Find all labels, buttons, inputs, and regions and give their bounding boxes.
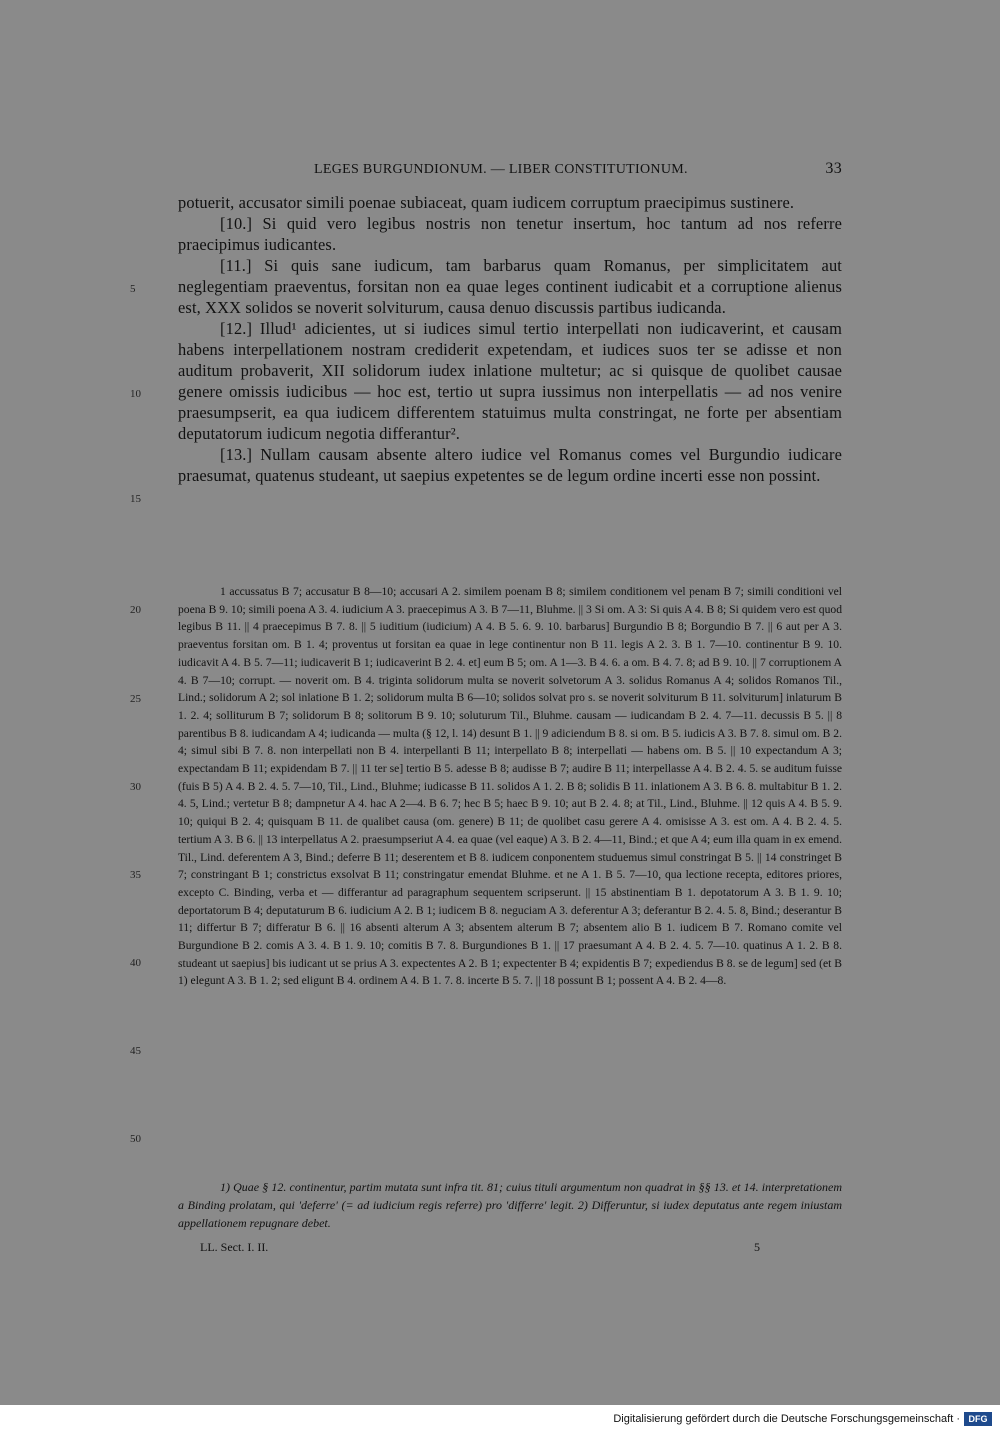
paragraph-11: [11.] Si quis sane iudicum, tam barbarus quam Romanus, per simplicitatem aut neglegentiam praeventus, forsitan non ea quae leges continent iudicabit et a corruptione alienus est, XXX solidos se noverit solviturum, causa denuo discussis partibus iudicanda. bbox=[178, 256, 842, 317]
running-title: LEGES BURGUNDIONUM. — LIBER CONSTITUTIONUM. bbox=[314, 162, 688, 177]
running-header bbox=[178, 160, 842, 182]
line-number: 50 bbox=[130, 1133, 141, 1145]
apparatus-text: 1 accussatus B 7; accusatur B 8—10; accusari A 2. similem poenam B 8; similem conditionem vel penam B 7; simili conditioni vel poena B 9. 10; simili poena A 3. 4. iudicium A 3. praecepimus A 3. B 7—11, Bluhme. || 3 Si om. A 3: Si quis A 4. B 8; Si quidem vero est quod legibus B 11. || 4 praecepimus B 7. 8. || 5 iuditium (iudicium) A 4. B 5. 6. 9. 10. barbarus] Burgundio B 8; Borgundio B 7. || 6 aut per A 3. praeventus forsitan om. B 1. 4; proventus ut forsitan ea quae in lege continentur non B 11. legis A 2. 3. B 1. 7—10. continentur B 9. 10. iudicavit A 4. B 5. 7—11; iudicaverit B 1; iudicaverint B 2. 4. et] eum B 5; om. A 1—3. B 4. 6. a om. B 4. 7. 8; ad B 9. 10. || 7 corruptionem A 4. B 7—10; corrupt. — noverit om. B 4. triginta solidorum multa se noverit solvetorum A 3. solidus Romanus A 4; solidos Romanos Til., Lind.; solidorum A 2; sol inlatione B 1. 2; solidorum multa B 6—10; solidos solvat pro s. se noverit solviturum B 11. solviturum] inlaturum B 1. 2. 4; solliturum B 7; solidorum B 8; solitorum B 9. 10; soluturum Til., Bluhme. causam — iudicandam B 2. 4. 7—11. decussis B 5. || 8 parentibus B 8. iudicandam A 4; iudicanda — multa (§ 12, l. 14) desunt B 1. || 9 adiciendum B 8. si om. B 5. iudicis A 3. B 7. 8. simul om. B 2. 4; simul sibi B 7. 8. non interpellati non B 4. interpellanti B 11; interpellato B 8; interpellati — habens om. B 5. || 10 expectandum A 3; expectandam B 11; expidendam B 7. || 11 ter se] tertio B 5. adesse B 8; audisse B 7; audire B 11; interpellasse A 4. B 2. 4. 5. se auditum fuisse (fuis B 5) A 4. B 2. 4. 5. 7—10, Til., Lind., Bluhme; iudicasse B 11. solidos A 1. 2. B 8; solidis B 11. inlationem A 3. B 6. 8. multabitur B 1. 2. 4. 5, Lind.; vertetur B 8; dampnetur A 4. hac A 2—4. B 6. 7; hec B 5; haec B 9. 10; aut B 2. 4. 8; at Til., Lind., Bluhme. || 12 quis A 4. B 5. 9. 10; quiqui B 2. 4; quisquam B 11. de qualibet causa (om. genere) B 11; de quolibet casu gerere A 4. omisisse A 3. est om. A 4. B 2. 4. 5. tertium A 3. B 6. || 13 interpellatus A 2. praesumpseriut A 4. ea quae (vel eaque) A 3. B 2. 4—11, Bind.; et que A 4; eum illa quam in ex emend. Til., Lind. deferentem A 3, Bind.; deferre B 11; deserentem et B 8. iudicem conponentem studuemus simul constringat B 5. || 14 constringet B 7; constringant B 1; constrictus exsolvat B 11; constringatur emendat Bluhme. et ne A 1. B 5. 7—10, qua lectione recepta, editores priores, excepto C. Binding, verba et — differantur ad paragraphum sequentem scripserunt. || 15 abstinentiam B 1. depotatorum A 3. B 1. 9. 10; deportatorum B 4; deputaturum B 6. iudicium A 2. B 1; iudicem B 8. neguciam A 3. deferentur A 3; deferantur B 2. 4. 5. 8, Bind.; deserantur B 11; differtur B 7; differatur B 6. || 16 absenti alterum A 3; absentem alterum B 7; absentem alio B 1. iudicem B 7. Romano comite vel Burgundione B 2. comis A 3. 4. B 1. 9. 10; comitis B 7. 8. Burgundiones B 1. || 17 praesumant A 4. B 2. 4. 5. 7—10. quatinus A 1. 2. B 8. studeant ut saepius] bis iudicant ut se prius A 3. expectentes A 2. B 1; expectenter B 4; expidentis B 7; expediendus B 8. se de legum] sed (et B 1) elegunt A 3. B 1. 2; sed eligunt B 4. ordinem A 4. B 1. 7. 8. incerte B 5. 7. || 18 possunt B 1; possent A 4. B 2. 4—8. bbox=[178, 585, 842, 988]
line-number: 20 bbox=[130, 604, 141, 616]
footnotes bbox=[178, 1178, 842, 1232]
line-number: 10 bbox=[130, 388, 141, 400]
line-number: 35 bbox=[130, 869, 141, 881]
line-number: 5 bbox=[130, 283, 136, 295]
line-number: 45 bbox=[130, 1045, 141, 1057]
funding-text: Digitalisierung gefördert durch die Deutsche Forschungsgemeinschaft · bbox=[613, 1413, 960, 1425]
paragraph-10: [10.] Si quid vero legibus nostris non tenetur insertum, hoc tantum ad nos referre praecipimus iudicantes. bbox=[178, 214, 842, 254]
line-number: 40 bbox=[130, 957, 141, 969]
line-number: 15 bbox=[130, 493, 141, 505]
signature-left: LL. Sect. I. II. bbox=[200, 1240, 269, 1254]
signature-line bbox=[200, 1240, 760, 1258]
paragraph-13: [13.] Nullam causam absente altero iudice vel Romanus comes vel Burgundio iudicare praesumat, quatenus studeant, ut saepius expetentes se de legum ordine incerti esse non possint. bbox=[178, 445, 842, 485]
paragraph-12: [12.] Illud¹ adicientes, ut si iudices simul tertio interpellati non iudicaverint, et causam habens interpellationem nostram crediderit expetendam, et iudices suos ter se adisse et non auditum probaverit, XII solidorum iudex inlatione multetur; ac si quisque de quolibet causae genere omissis iudicibus — hoc est, tertio ut supra iussimus non interpellatis — ad nos venire praesumpserit, ea qua iudicem differentem statuimus multa constringat, ne forte per absentiam deputatorum iudicum negotia differantur². bbox=[178, 319, 842, 443]
funding-banner bbox=[0, 1405, 1000, 1434]
footnote-text: 1) Quae § 12. continentur, partim mutata sunt infra tit. 81; cuius tituli argumentum non quadrat in §§ 13. et 14. interpretationem a Binding prolatam, qui 'deferre' (= ad iudicium regis referre) pro 'differre' legit. 2) Differuntur, si iudex deputatus ante regem iniustam appellationem repugnare debet. bbox=[178, 1180, 842, 1230]
signature-right: 5 bbox=[754, 1240, 760, 1254]
line-number: 30 bbox=[130, 781, 141, 793]
page-number: 33 bbox=[825, 160, 842, 177]
dfg-logo-icon: DFG bbox=[964, 1412, 992, 1426]
main-text bbox=[178, 192, 842, 486]
line-number: 25 bbox=[130, 693, 141, 705]
critical-apparatus bbox=[178, 583, 842, 990]
paragraph-continuation: potuerit, accusator simili poenae subiaceat, quam iudicem corruptum praecipimus sustinere. bbox=[178, 193, 795, 212]
